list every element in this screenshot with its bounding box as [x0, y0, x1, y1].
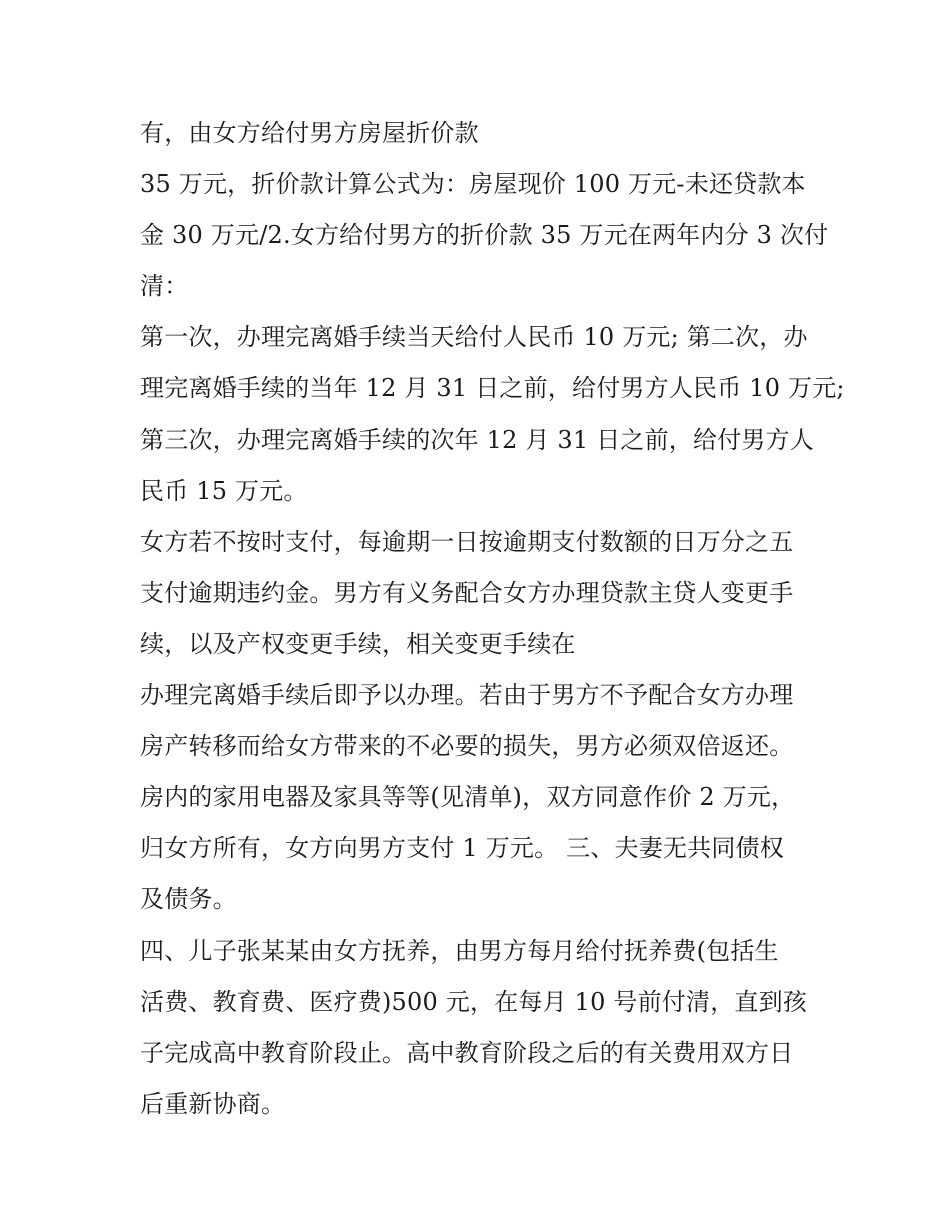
text-line: 房产转移而给女方带来的不必要的损失，男方必须双倍返还。	[140, 732, 794, 761]
text-line: 支付逾期违约金。男方有义务配合女方办理贷款主贷人变更手	[140, 578, 794, 607]
text-line: 后重新协商。	[140, 1089, 286, 1118]
text-line: 办理完离婚手续后即予以办理。若由于男方不予配合女方办理	[140, 681, 794, 710]
text-line: 第三次，办理完离婚手续的次年 12 月 31 日之前，给付男方人	[140, 425, 814, 454]
text-line: 35 万元，折价款计算公式为：房屋现价 100 万元-未还贷款本	[140, 170, 806, 199]
text-line: 女方若不按时支付，每逾期一日按逾期支付数额的日万分之五	[140, 527, 794, 556]
text-line: 有，由女方给付男方房屋折价款	[140, 119, 479, 147]
text-line: 第一次，办理完离婚手续当天给付人民币 10 万元; 第二次，办	[140, 323, 808, 352]
text-line: 及债务。	[140, 885, 237, 914]
text-line: 四、儿子张某某由女方抚养，由男方每月给付抚养费(包括生	[140, 936, 779, 965]
text-line: 理完离婚手续的当年 12 月 31 日之前，给付男方人民币 10 万元;	[140, 374, 845, 403]
text-line: 续，以及产权变更手续，相关变更手续在	[140, 629, 576, 658]
text-line: 清：	[140, 272, 189, 301]
text-line: 房内的家用电器及家具等等(见清单)，双方同意作价 2 万元，	[140, 783, 796, 812]
document-body-text	[140, 108, 845, 1130]
text-line: 归女方所有，女方向男方支付 1 万元。 三、夫妻无共同债权	[140, 834, 784, 863]
text-line: 民币 15 万元。	[140, 476, 308, 505]
text-line: 子完成高中教育阶段止。高中教育阶段之后的有关费用双方日	[140, 1038, 794, 1067]
text-line: 金 30 万元/2.女方给付男方的折价款 35 万元在两年内分 3 次付	[140, 221, 829, 250]
text-line: 活费、教育费、医疗费)500 元，在每月 10 号前付清，直到孩	[140, 987, 807, 1016]
